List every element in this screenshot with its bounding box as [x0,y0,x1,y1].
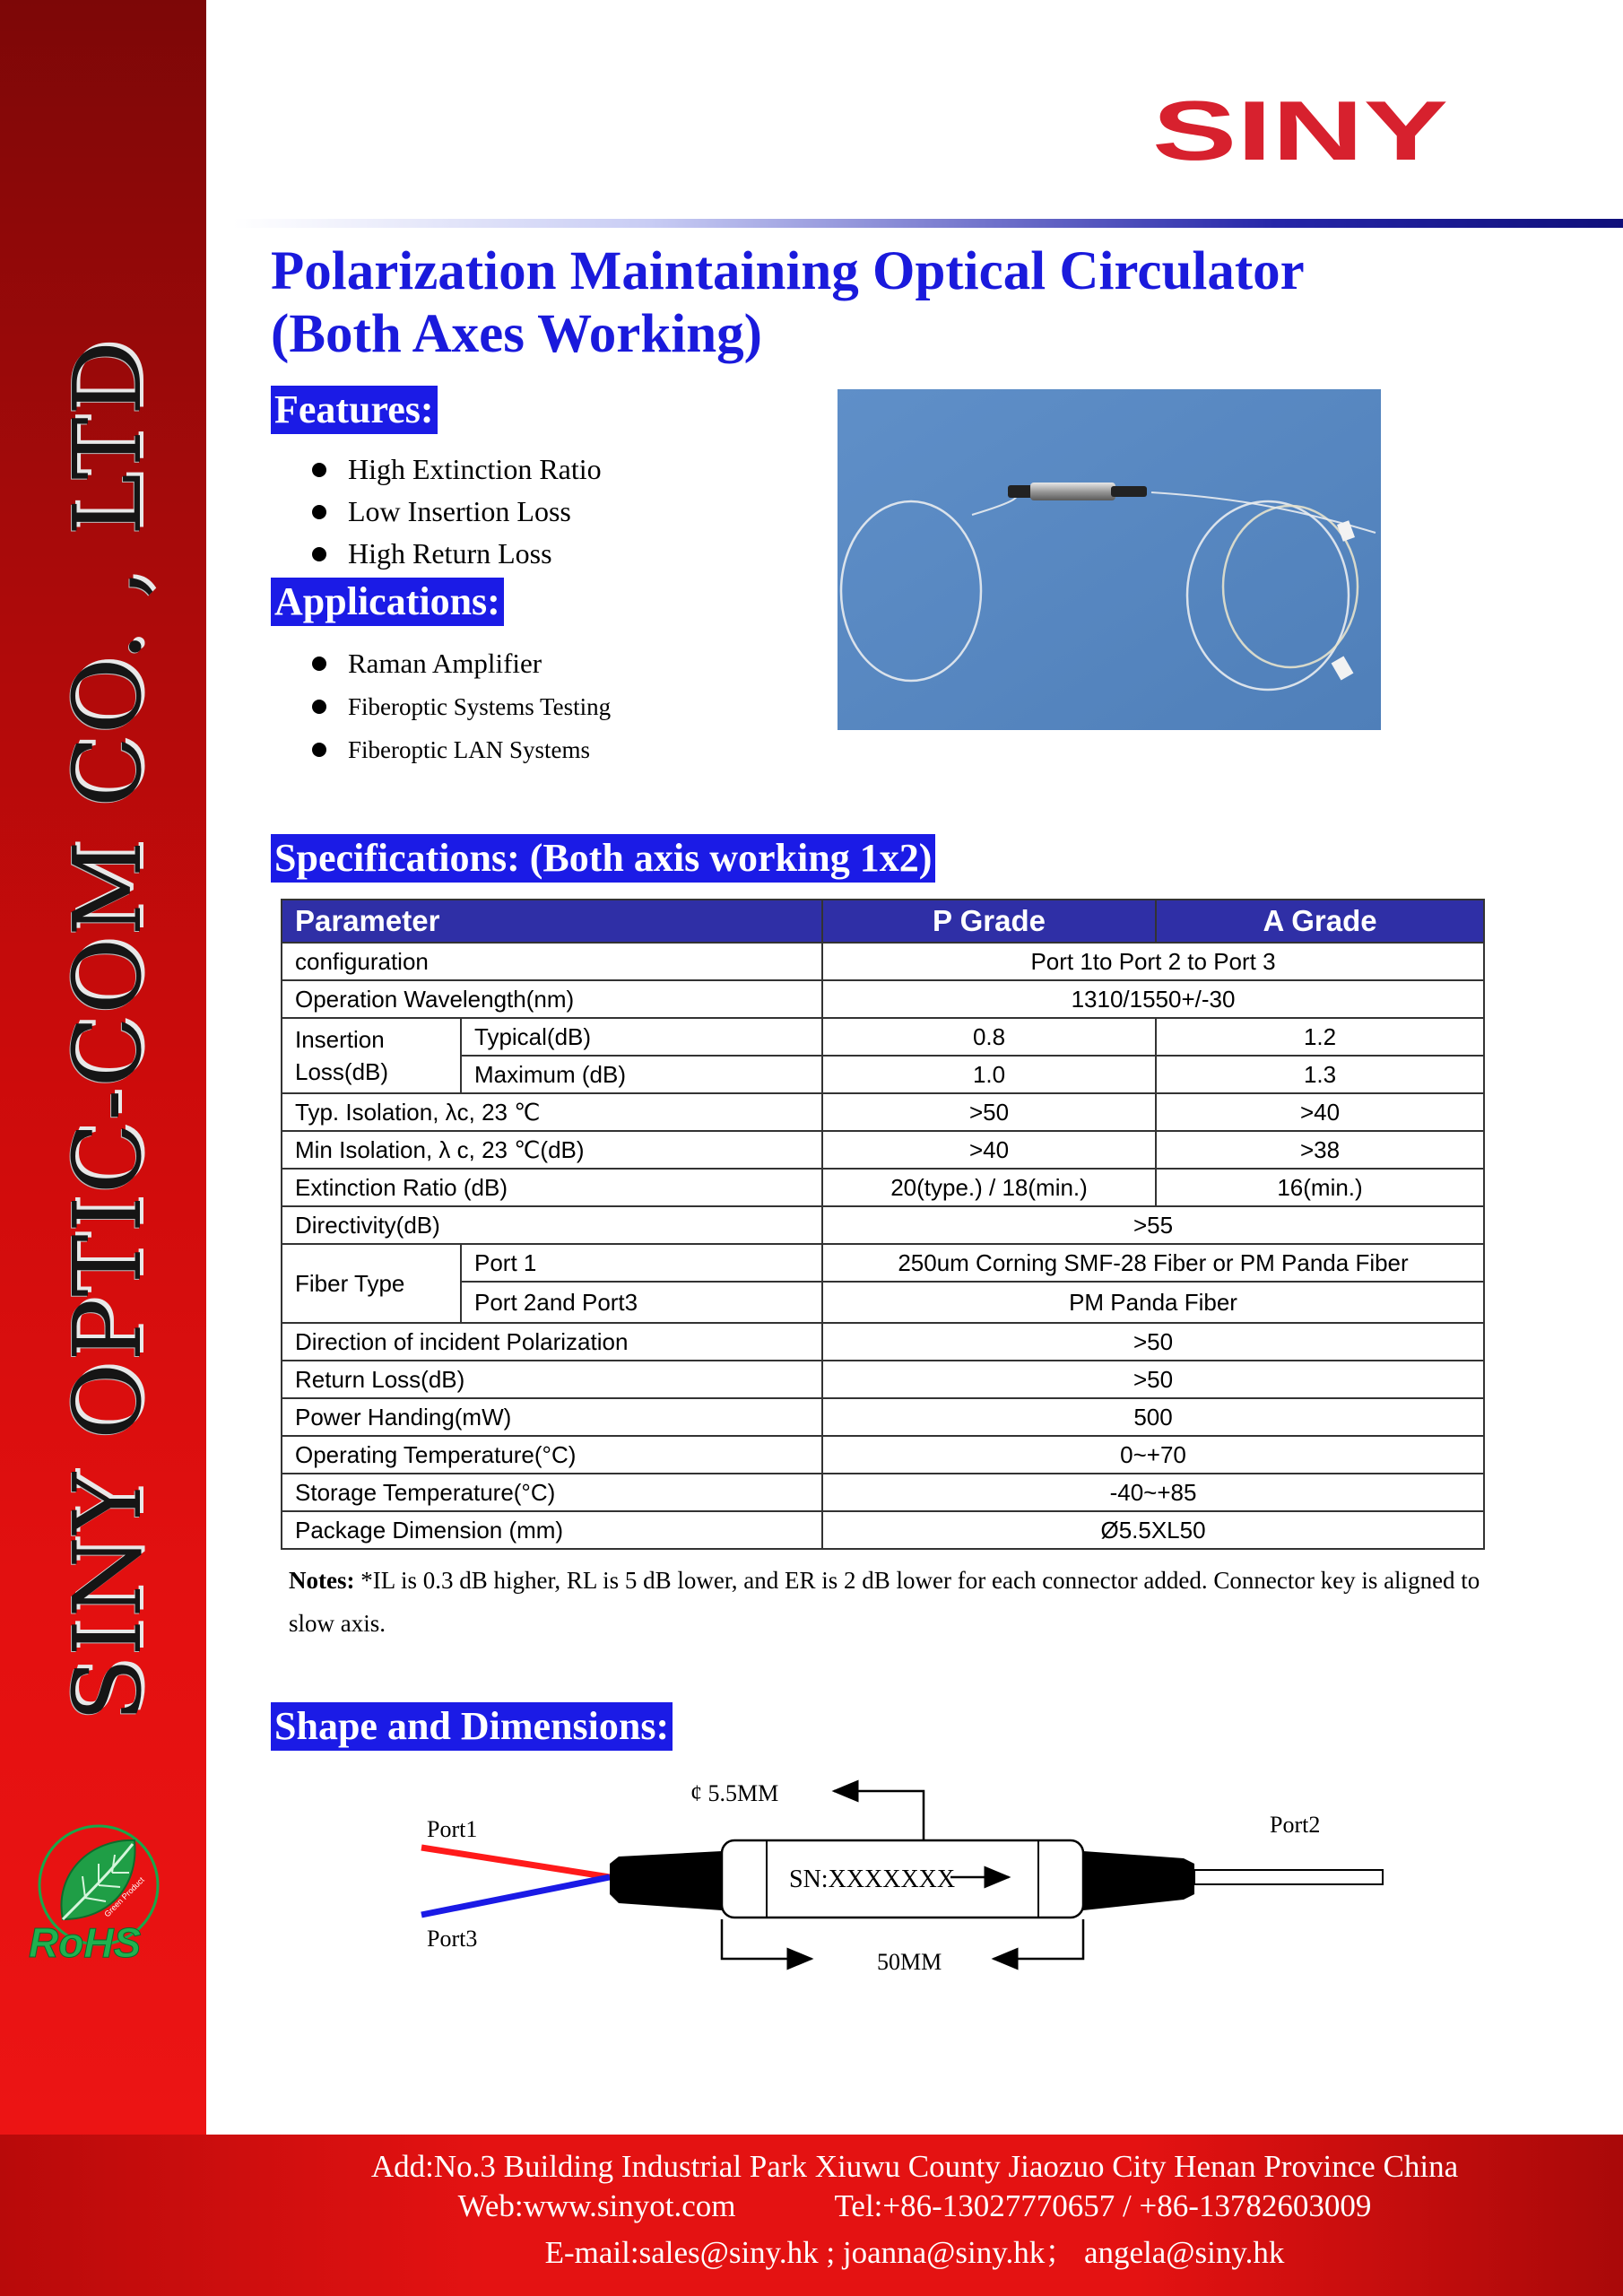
application-item: Raman Amplifier [305,642,611,685]
cell-value: >40 [1156,1093,1484,1131]
features-heading: Features: [271,386,438,434]
cell-value: Ø5.5XL50 [822,1511,1484,1549]
cell-value: 1310/1550+/-30 [822,980,1484,1018]
cell-label: Typ. Isolation, λc, 23 ℃ [282,1093,822,1131]
table-row [282,1093,1484,1131]
port1-label: Port1 [427,1816,478,1842]
footer-band [0,2135,1623,2296]
cell-value: 1.0 [822,1056,1156,1093]
product-photo [838,389,1381,730]
feature-item: High Extinction Ratio [305,448,602,491]
port2-label: Port2 [1270,1812,1321,1838]
specifications-table [281,899,1485,1550]
specifications-heading: Specifications: (Both axis working 1x2) [271,834,935,883]
sidebar-band [0,0,206,2135]
table-row [282,1131,1484,1169]
cell-value: 0~+70 [822,1436,1484,1474]
cell-value: 1.2 [1156,1018,1484,1056]
footer-web: Web:www.sinyot.com [457,2188,736,2223]
notes-label: Notes: [289,1567,355,1594]
siny-logo [1148,90,1453,170]
cell-sublabel: Typical(dB) [461,1018,822,1056]
cell-label: Power Handing(mW) [282,1398,822,1436]
fiber-blue [421,1877,610,1915]
cell-value: >40 [822,1131,1156,1169]
cell-value: >38 [1156,1131,1484,1169]
cell-sublabel: Port 2and Port3 [461,1282,822,1323]
cell-sublabel: Port 1 [461,1244,822,1282]
length-label: 50MM [877,1949,942,1975]
application-item: Fiberoptic LAN Systems [305,728,611,771]
serial-label: SN:XXXXXXX [789,1866,956,1893]
title-line-1: Polarization Maintaining Optical Circulator [271,241,1305,301]
table-row [282,1361,1484,1398]
table-header-row [282,900,1484,943]
dimension-diagram [395,1758,1417,1991]
header-p-grade: P Grade [822,900,1156,943]
notes [289,1559,1486,1645]
table-row [282,1323,1484,1361]
feature-item: Low Insertion Loss [305,491,602,533]
cell-label: Fiber Type [282,1244,461,1323]
cell-value: 20(type.) / 18(min.) [822,1169,1156,1206]
cell-value: >55 [822,1206,1484,1244]
feature-item: High Return Loss [305,533,602,575]
header-gradient-line [233,219,1623,228]
cell-value: 250um Corning SMF-28 Fiber or PM Panda Fiber [822,1244,1484,1282]
table-row [282,1206,1484,1244]
table-row [282,1244,1484,1282]
table-row [282,943,1484,980]
cell-label: Insertion Loss(dB) [282,1018,461,1093]
shape-heading: Shape and Dimensions: [271,1702,673,1751]
cell-value: >50 [822,1093,1156,1131]
rohs-badge-text: RoHS [29,1919,142,1964]
page-title [271,240,1526,366]
applications-heading: Applications: [271,578,504,626]
cell-label: Min Isolation, λ c, 23 ℃(dB) [282,1131,822,1169]
cell-value: 500 [822,1398,1484,1436]
cell-label: Package Dimension (mm) [282,1511,822,1549]
application-item: Fiberoptic Systems Testing [305,685,611,728]
cell-label: configuration [282,943,822,980]
table-row [282,1511,1484,1549]
table-row [282,1056,1484,1093]
table-row [282,1398,1484,1436]
notes-text: *IL is 0.3 dB higher, RL is 5 dB lower, and ER is 2 dB lower for each connector added. Connector key is aligned to slow axis. [289,1567,1480,1637]
table-row [282,1436,1484,1474]
port3-label: Port3 [427,1926,478,1952]
features-list [305,448,602,575]
cell-label: Operation Wavelength(nm) [282,980,822,1018]
left-boot [610,1851,722,1910]
cell-value: >50 [822,1323,1484,1361]
cell-value: Port 1to Port 2 to Port 3 [822,943,1484,980]
applications-list [305,642,611,771]
header-parameter: Parameter [282,900,822,943]
footer-contacts [206,2188,1623,2224]
cell-value: -40~+85 [822,1474,1484,1511]
company-name-vertical: SINY OPTIC-COM CO. , LTD [53,338,162,1722]
cell-label: Extinction Ratio (dB) [282,1169,822,1206]
fiber-red [421,1848,610,1877]
table-row [282,1474,1484,1511]
cell-value: 16(min.) [1156,1169,1484,1206]
table-row [282,980,1484,1018]
logo-text: SINY [1152,90,1448,170]
cell-value: >50 [822,1361,1484,1398]
cell-value: PM Panda Fiber [822,1282,1484,1323]
cell-label: Direction of incident Polarization [282,1323,822,1361]
footer-email: E-mail:sales@siny.hk ; joanna@siny.hk； angela@siny.hk [544,2235,1285,2270]
cell-label: Operating Temperature(°C) [282,1436,822,1474]
cell-value: 0.8 [822,1018,1156,1056]
diameter-label: ¢ 5.5MM [690,1780,779,1806]
cell-sublabel: Maximum (dB) [461,1056,822,1093]
header-a-grade: A Grade [1156,900,1484,943]
cell-label: Directivity(dB) [282,1206,822,1244]
table-row [282,1169,1484,1206]
cell-label: Storage Temperature(°C) [282,1474,822,1511]
footer-tel: Tel:+86-13027770657 / +86-13782603009 [834,2188,1372,2223]
right-boot [1083,1851,1194,1910]
cell-label: Return Loss(dB) [282,1361,822,1398]
output-fiber [1194,1870,1383,1884]
rohs-logo [27,1821,179,1964]
title-line-2: (Both Axes Working) [271,304,762,364]
cell-value: 1.3 [1156,1056,1484,1093]
table-row [282,1282,1484,1323]
table-row [282,1018,1484,1056]
footer-address: Add:No.3 Building Industrial Park Xiuwu County Jiaozuo City Henan Province China [370,2149,1459,2184]
rohs-seal-text: Green Product [102,1874,146,1919]
